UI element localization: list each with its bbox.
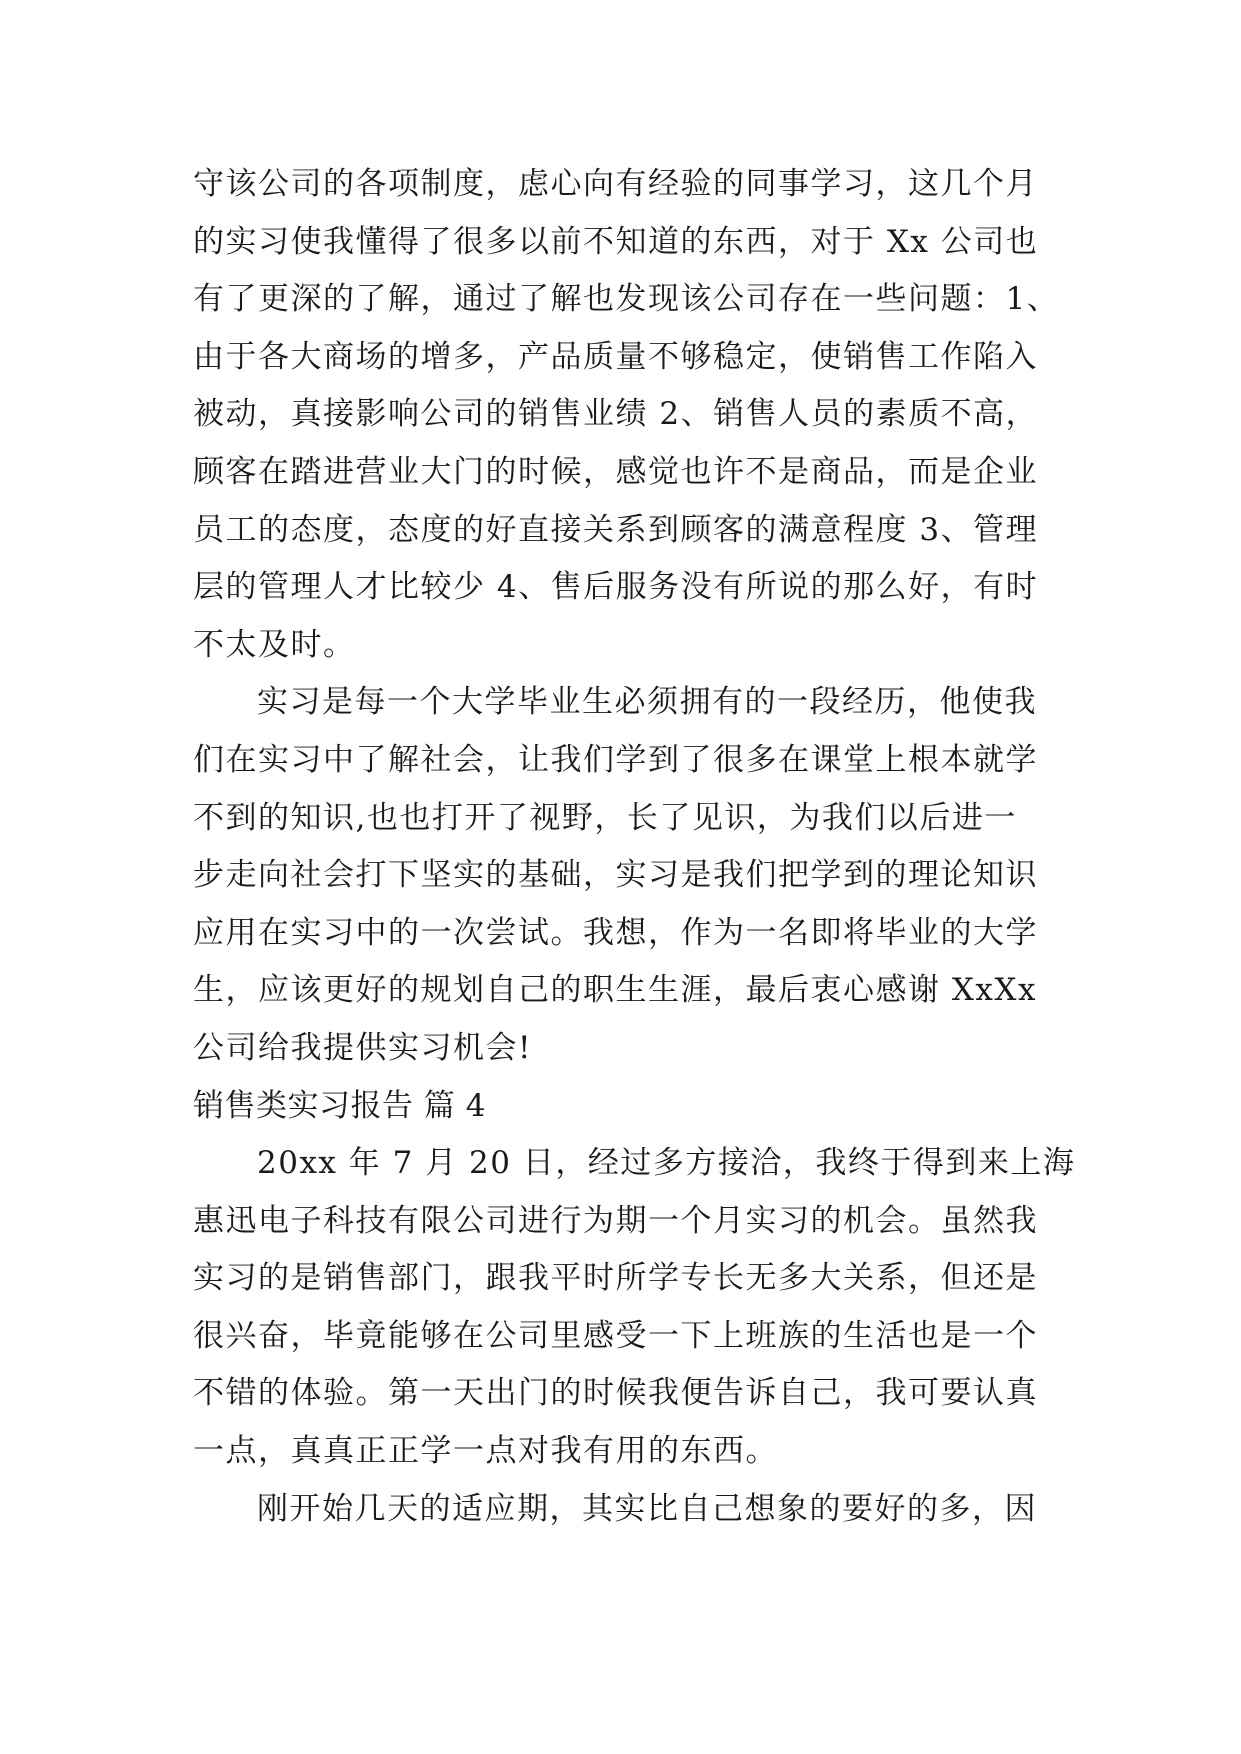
text-line: 的实习使我懂得了很多以前不知道的东西，对于 Xx 公司也 xyxy=(193,223,1039,260)
text-line: 步走向社会打下坚实的基础，实习是我们把学到的理论知识 xyxy=(193,857,1038,894)
document-body xyxy=(193,156,1076,1538)
text-line: 一点，真真正正学一点对我有用的东西。 xyxy=(193,1433,778,1470)
text-line: 守该公司的各项制度，虑心向有经验的同事学习，这几个月 xyxy=(193,166,1038,202)
text-line: 生，应该更好的规划自己的职生生涯，最后衷心感谢 XxXx xyxy=(193,972,1037,1009)
text-line: 很兴奋，毕竟能够在公司里感受一下上班族的生活也是一个 xyxy=(193,1317,1038,1354)
text-line: 应用在实习中的一次尝试。我想，作为一名即将毕业的大学 xyxy=(193,914,1038,951)
text-line: 不到的知识,也也打开了视野，长了见识，为我们以后进一 xyxy=(193,799,1017,836)
text-line: 不错的体验。第一天出门的时候我便告诉自己，我可要认真 xyxy=(193,1375,1038,1412)
paragraph-first-line: 刚开始几天的适应期，其实比自己想象的要好的多，因 xyxy=(257,1490,1037,1527)
text-line: 被动，真接影响公司的销售业绩 2、销售人员的素质不高， xyxy=(193,396,1039,433)
text-line: 员工的态度，态度的好直接关系到顾客的满意程度 3、管理 xyxy=(193,511,1039,548)
section-heading: 销售类实习报告 篇 4 xyxy=(193,1087,486,1124)
text-line: 们在实习中了解社会，让我们学到了很多在课堂上根本就学 xyxy=(193,741,1038,778)
text-line: 由于各大商场的增多，产品质量不够稳定，使销售工作陷入 xyxy=(193,338,1038,375)
text-line: 顾客在踏进营业大门的时候，感觉也许不是商品，而是企业 xyxy=(193,453,1038,490)
text-line: 不太及时。 xyxy=(193,626,356,663)
text-line: 惠迅电子科技有限公司进行为期一个月实习的机会。虽然我 xyxy=(193,1202,1038,1239)
paragraph-first-line: 实习是每一个大学毕业生必须拥有的一段经历，他使我 xyxy=(257,684,1037,721)
paragraph-first-line: 20xx 年 7 月 20 日，经过多方接洽，我终于得到来上海 xyxy=(257,1145,1076,1182)
text-line: 有了更深的了解，通过了解也发现该公司存在一些问题：1、 xyxy=(193,281,1060,318)
text-line: 公司给我提供实习机会! xyxy=(193,1029,532,1066)
text-line: 层的管理人才比较少 4、售后服务没有所说的那么好，有时 xyxy=(193,569,1039,606)
text-line: 实习的是销售部门，跟我平时所学专长无多大关系，但还是 xyxy=(193,1260,1038,1297)
